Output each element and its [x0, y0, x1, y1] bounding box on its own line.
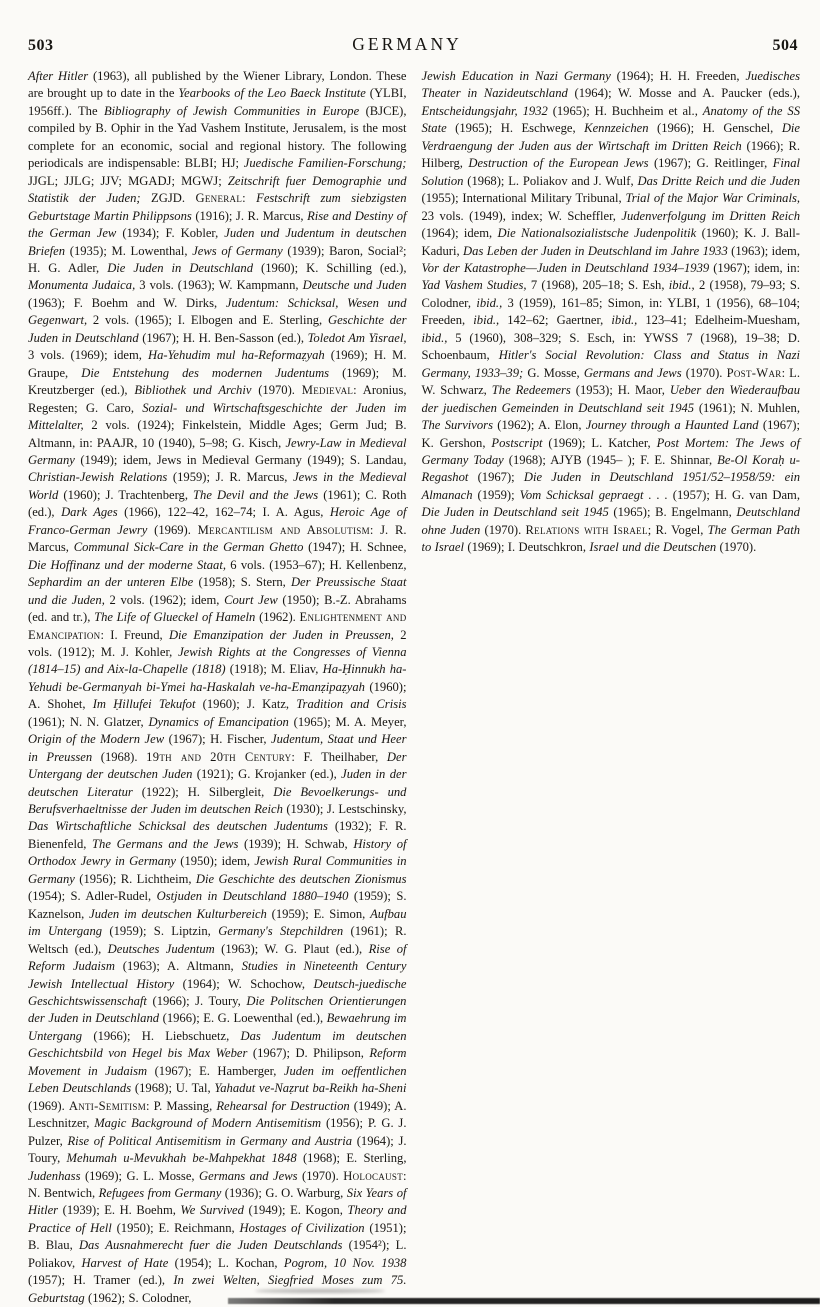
left-column-text: After Hitler (1963), all published by the Wiener Library, London. These are brought up to date in the Yearbooks of the Leo Baeck Institute (YLBI, 1956ff.). The Bibliography of Jewish Communities in Europe (BJCE), compiled by B. Ophir in the Yad Vashem Institute, Jerusalem, is the most complete for an economic, social and regional history. The following periodicals are indispensable: BLBI; HJ; Juedische Familien-Forschung; JJGL; JJLG; JJV; MGADJ; MGWJ; Zeitschrift fuer Demographie und Statistik der Juden; ZGJD. General: Festschrift zum siebzigsten Geburtstage Martin Philippsons (1916); J. R. Marcus, Rise and Destiny of the German Jew (1934); F. Kobler, Juden und Judentum in deutschen Briefen (1935); M. Lowenthal, Jews of Germany (1939); Baron, Social²; H. G. Adler, Die Juden in Deutschland (1960); K. Schilling (ed.), Monumenta Judaica, 3 vols. (1963); W. Kampmann, Deutsche und Juden (1963); F. Boehm and W. Dirks, Judentum: Schicksal, Wesen und Gegenwart, 2 vols. (1965); I. Elbogen and E. Sterling, Geschichte der Juden in Deutschland (1967); H. H. Ben-Sasson (ed.), Toledot Am Yisrael, 3 vols. (1969); idem, Ha-Yehudim mul ha-Reformaẓyah (1969); H. M. Graupe, Die Entstehung des modernen Judentums (1969); M. Kreutzberger (ed.), Bibliothek und Archiv (1970). Medieval: Aronius, Regesten; G. Caro, Sozial- und Wirtschaftsgeschichte der Juden im Mittelalter, 2 vols. (1924); Finkelstein, Middle Ages; Germ Jud; B. Altmann, in: PAAJR, 10 (1940), 5–98; G. Kisch, Jewry-Law in Medieval Germany (1949); idem, Jews in Medieval Germany (1949); S. Landau, Christian-Jewish Relations (1959); J. R. Marcus, Jews in the Medieval World (1960); J. Trachtenberg, The Devil and the Jews (1961); C. Roth (ed.), Dark Ages (1966), 122–42, 162–74; I. A. Agus, Heroic Age of Franco-German Jewry (1969). Mercantilism and Absolutism: J. R. Marcus, Communal Sick-Care in the German Ghetto (1947); H. Schnee, Die Hoffinanz und der moderne Staat, 6 vols. (1953–67); H. Kellenbenz, Sephardim an der unteren Elbe (1958); S. Stern, Der Preussische Staat und die Juden, 2 vols. (1962); idem, Court Jew (1950); B.-Z. Abrahams (ed. and tr.), The Life of Glueckel of Hameln (1962). Enlightenment and Emancipation: I. Freund, Die Emanzipation der Juden in Preussen, 2 vols. (1912); M. J. Kohler, Jewish Rights at the Congresses of Vienna (1814–15) and Aix-la-Chapelle (1818) (1918); M. Eliav, Ha-Ḥinnukh ha-Yehudi be-Germanyah bi-Ymei ha-Haskalah ve-ha-Emanẓipaẓyah (1960); A. Shohet, Im Ḥillufei Tekufot (1960); J. Katz, Tradition and Crisis (1961); N. N. Glatzer, Dynamics of Emancipation (1965); M. A. Meyer, Origin of the Modern Jew (1967); H. Fischer, Judentum, Staat und Heer in Preussen (1968). 19th and 20th Century: F. Theilhaber, Der Untergang der deutschen Juden (1921); G. Krojanker (ed.), Juden in der deutschen Literatur (1922); H. Silbergleit, Die Bevoelkerungs- und Berufsverhaeltnisse der Juden im deutschen Reich (1930); J. Lestschinsky, Das Wirtschaftliche Schicksal des deutschen Judentums (1932); F. R. Bienenfeld, The Germans and the Jews (1939); H. Schwab, History of Orthodox Jewry in Germany (1950); idem, Jewish Rural Communities in Germany (1956); R. Lichtheim, Die Geschichte des deutschen Zionismus (1954); S. Adler-Rudel, Ostjuden in Deutschland 1880–1940 (1959); S. Kaznelson, Juden im deutschen Kulturbereich (1959); E. Simon, Aufbau im Untergang (1959); S. Liptzin, Germany's Stepchildren (1961); R. Weltsch (ed.), Deutsches Judentum (1963); W. G. Plaut (ed.), Rise of Reform Judaism (1963); A. Altmann, Studies in Nineteenth Century Jewish Intellectual History (1964); W. Schochow, Deutsch-juedische Geschichtswissenschaft (1966); J. Toury, Die Politschen Orientierungen der Juden in Deutschland (1966); E. G. Loewenthal (ed.), Bewaehrung im Untergang (1966); H. Liebschuetz, Das Judentum im deutschen Geschichtsbild von Hegel bis Max Weber (1967); D. Philipson, Reform Movement in Judaism (1967); E. Hamberger, Juden im oeffentlichen Leben Deutschlands (1968); U. Tal, Yahadut ve-Naẓrut ba-Reikh ha-Sheni (1969). Anti-Semitism: P. Massing, Rehearsal for Destruction (1949); A. Leschnitzer, Magic Background of Modern Antisemitism (1956); P. G. J. Pulzer, Rise of Political Antisemitism in Germany and Austria (1964); J. Toury, Mehumah u-Mevukhah be-Mahpekhat 1848 (1968); E. Sterling, Judenhass (1969); G. L. Mosse, Germans and Jews (1970). Holocaust: N. Bentwich, Refugees from Germany (1936); G. O. Warburg, Six Years of Hitler (1939); E. H. Boehm, We Survived (1949); E. Kogon, Theory and Practice of Hell (1950); E. Reichmann, Hostages of Civilization (1951); B. Blau, Das Ausnahmerecht fuer die Juden Deutschlands (1954²); L. Poliakov, Harvest of Hate (1954); L. Kochan, Pogrom, 10 Nov. 1938 (1957); H. Tramer (ed.), In zwei Welten, Siegfried Moses zum 75. Geburtstag (1962); S. Colodner,: [28, 69, 407, 1305]
right-column-text: Jewish Education in Nazi Germany (1964); H. H. Freeden, Juedisches Theater in Nazideutschland (1964); W. Mosse and A. Paucker (eds.), Entscheidungsjahr, 1932 (1965); H. Buchheim et al., Anatomy of the SS State (1965); H. Eschwege, Kennzeichen (1966); H. Genschel, Die Verdraengung der Juden aus der Wirtschaft im Dritten Reich (1966); R. Hilberg, Destruction of the European Jews (1967); G. Reitlinger, Final Solution (1968); L. Poliakov and J. Wulf, Das Dritte Reich und die Juden (1955); International Military Tribunal, Trial of the Major War Criminals, 23 vols. (1949), index; W. Scheffler, Judenverfolgung im Dritten Reich (1964); idem, Die Nationalsozialistsche Judenpolitik (1960); K. J. Ball-Kaduri, Das Leben der Juden in Deutschland im Jahre 1933 (1963); idem, Vor der Katastrophe—Juden in Deutschland 1934–1939 (1967); idem, in: Yad Vashem Studies, 7 (1968), 205–18; S. Esh, ibid., 2 (1958), 79–93; S. Colodner, ibid., 3 (1959), 161–85; Simon, in: YLBI, 1 (1956), 68–104; Freeden, ibid., 142–62; Gaertner, ibid., 123–41; Edelheim-Muesham, ibid., 5 (1960), 308–329; S. Esch, in: YWSS 7 (1968), 19–38; D. Schoenbaum, Hitler's Social Revolution: Class and Status in Nazi Germany, 1933–39; G. Mosse, Germans and Jews (1970). Post-War: L. W. Schwarz, The Redeemers (1953); H. Maor, Ueber den Wiederaufbau der juedischen Gemeinden in Deutschland seit 1945 (1961); N. Muhlen, The Survivors (1962); A. Elon, Journey through a Haunted Land (1967); K. Gershon, Postscript (1969); L. Katcher, Post Mortem: The Jews of Germany Today (1968); AJYB (1945– ); F. E. Shinnar, Be-Ol Koraḥ u-Regashot (1967); Die Juden in Deutschland 1951/52–1958/59: ein Almanach (1959); Vom Schicksal gepraegt . . . (1957); H. G. van Dam, Die Juden in Deutschland seit 1945 (1965); B. Engelmann, Deutschland ohne Juden (1970). Relations with Israel; R. Vogel, The German Path to Israel (1969); I. Deutschkron, Israel und die Deutschen (1970).: [421, 69, 801, 555]
running-header-title: GERMANY: [352, 34, 462, 54]
page-number-left: 503: [28, 37, 54, 54]
scan-artifact-bar: [228, 1298, 820, 1304]
scan-smudge-artifact: [255, 1289, 385, 1293]
page-number-right: 504: [772, 37, 798, 54]
bibliography-body: [0, 55, 820, 1307]
page-header: [0, 0, 820, 55]
